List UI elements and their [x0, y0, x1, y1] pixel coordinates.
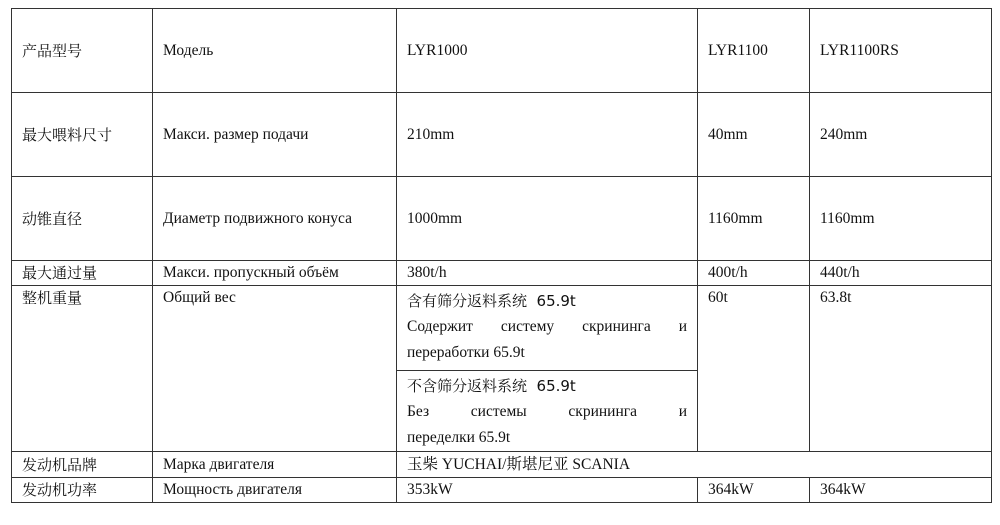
table-row: [12, 478, 992, 503]
weight-without-screening-ru-line1: Без системы скрининга и: [407, 403, 687, 420]
cell-cone-diameter-lyr1100: 1160mm: [698, 177, 810, 261]
cell-weight-ru: Общий вес: [153, 286, 397, 452]
cell-feed-size-lyr1100: 40mm: [698, 93, 810, 177]
cell-cone-diameter-lyr1100rs: 1160mm: [810, 177, 992, 261]
table-row: [12, 452, 992, 478]
cell-cone-diameter-ru: Диаметр подвижного конуса: [153, 177, 397, 261]
cell-engine-power-lyr1100rs: 364kW: [810, 478, 992, 503]
table-row: [12, 177, 992, 261]
cell-cone-diameter-cn: 动锥直径: [12, 177, 153, 261]
weight-with-screening-ru-line1: Содержит систему скрининга и: [407, 318, 687, 335]
cell-feed-size-cn: 最大喂料尺寸: [12, 93, 153, 177]
cell-model-cn: 产品型号: [12, 9, 153, 93]
table-row: [12, 261, 992, 286]
cell-model-lyr1100: LYR1100: [698, 9, 810, 93]
cell-engine-brand-cn: 发动机品牌: [12, 452, 153, 478]
cell-model-lyr1000: LYR1000: [397, 9, 698, 93]
weight-with-screening-cn: 含有筛分返料系统 65.9t: [407, 292, 576, 310]
weight-with-screening: [407, 288, 687, 370]
cell-feed-size-lyr1100rs: 240mm: [810, 93, 992, 177]
cell-throughput-ru: Макси. пропускный объём: [153, 261, 397, 286]
cell-engine-brand-value: 玉柴 YUCHAI/斯堪尼亚 SCANIA: [397, 452, 992, 478]
weight-with-screening-ru-line2: переработки 65.9t: [407, 344, 525, 361]
cell-model-ru: Модель: [153, 9, 397, 93]
cell-weight-lyr1100: 60t: [698, 286, 810, 452]
cell-throughput-cn: 最大通过量: [12, 261, 153, 286]
weight-without-screening-cn: 不含筛分返料系统 65.9t: [407, 377, 576, 395]
cell-throughput-lyr1100: 400t/h: [698, 261, 810, 286]
cell-engine-power-lyr1100: 364kW: [698, 478, 810, 503]
cell-engine-brand-ru: Марка двигателя: [153, 452, 397, 478]
cell-cone-diameter-lyr1000: 1000mm: [397, 177, 698, 261]
table-row-weight: [12, 286, 992, 452]
cell-weight-lyr1000: [397, 286, 698, 452]
cell-weight-lyr1100rs: 63.8t: [810, 286, 992, 452]
cell-feed-size-ru: Макси. размер подачи: [153, 93, 397, 177]
cell-engine-power-cn: 发动机功率: [12, 478, 153, 503]
cell-engine-power-ru: Мощность двигателя: [153, 478, 397, 503]
weight-without-screening: [397, 370, 697, 451]
cell-weight-cn: 整机重量: [12, 286, 153, 452]
cell-engine-power-lyr1000: 353kW: [397, 478, 698, 503]
cell-feed-size-lyr1000: 210mm: [397, 93, 698, 177]
table-row: [12, 93, 992, 177]
cell-throughput-lyr1000: 380t/h: [397, 261, 698, 286]
cell-model-lyr1100rs: LYR1100RS: [810, 9, 992, 93]
spec-table: [11, 8, 992, 503]
cell-throughput-lyr1100rs: 440t/h: [810, 261, 992, 286]
table-row-header: [12, 9, 992, 93]
weight-without-screening-ru-line2: переделки 65.9t: [407, 429, 511, 446]
